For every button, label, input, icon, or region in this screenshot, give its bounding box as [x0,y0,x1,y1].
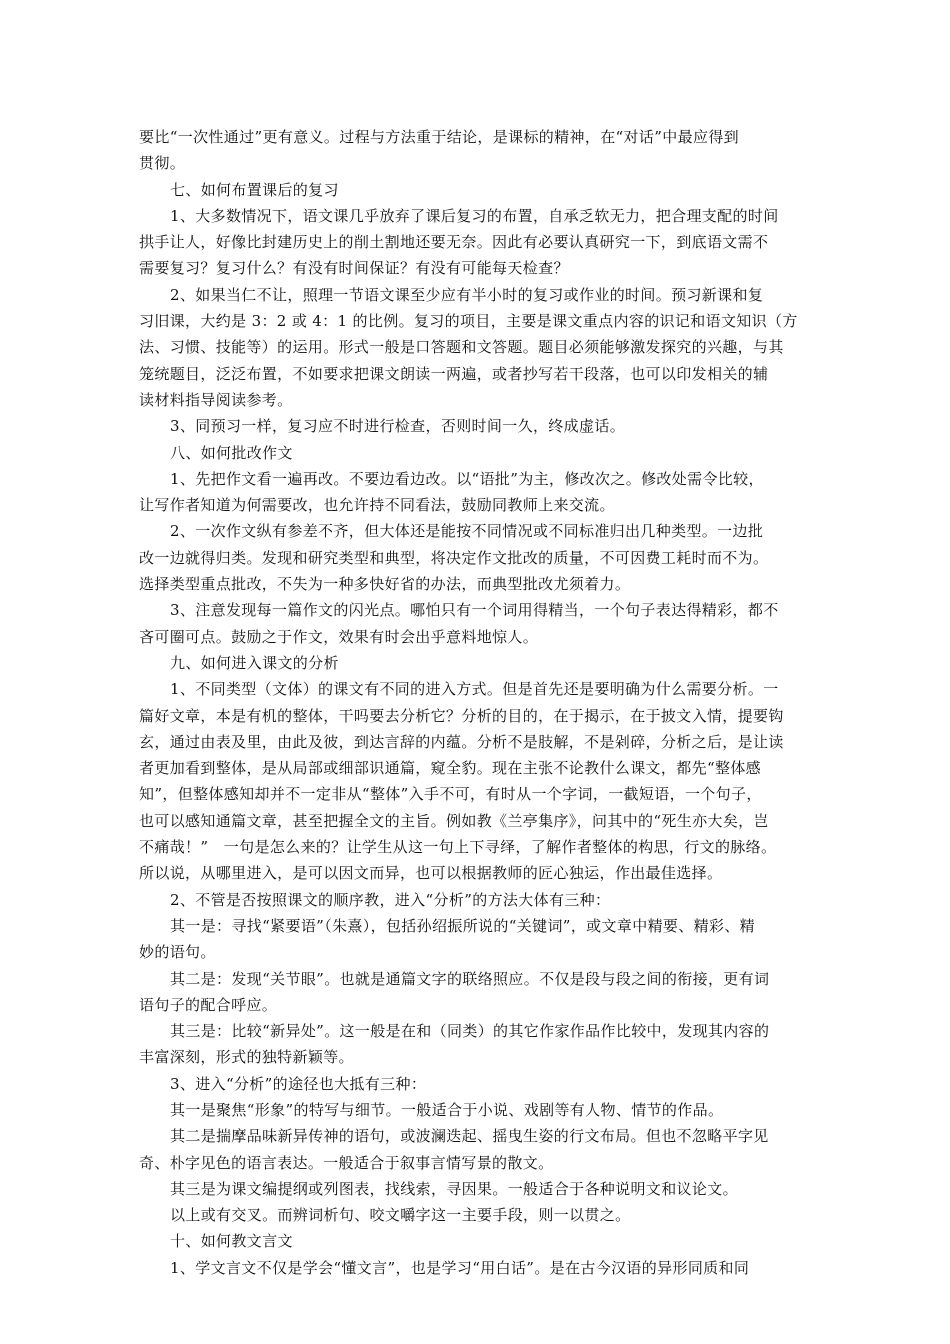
text-line: 要比“一次性通过”更有意义。过程与方法重于结论，是课标的精神，在“对话”中最应得到 [139,128,740,146]
text-line: 其二是揣摩品味新异传神的语句，或波澜迭起、摇曳生姿的行文布局。但也不忽略平字见 [170,1127,769,1146]
text-line: 语句子的配合呼应。 [139,995,278,1014]
text-line: 2、一次作文纵有参差不齐，但大体还是能按不同情况或不同标准归出几种类型。一边批 [170,522,764,541]
text-line: 贯彻。 [139,154,186,173]
text-line: 法、习惯、技能等）的运用。形式一般是口答题和文答题。题目必须能够激发探究的兴趣，与其 [139,338,784,357]
text-line: 不痛哉！” 一句是怎么来的？让学生从这一句上下寻绎，了解作者整体的构思，行文的脉络。 [139,838,777,857]
text-line: 让写作者知道为何需要改，也允许持不同看法，鼓励同教师上来交流。 [139,496,615,515]
text-line: 选择类型重点批改，不失为一种多快好省的办法，而典型批改尤须着力。 [139,575,631,594]
text-line: 奇、朴字见色的语言表达。一般适合于叙事言情写景的散文。 [139,1153,554,1172]
text-line: 3、注意发现每一篇作文的闪光点。哪怕只有一个词用得精当，一个句子表达得精彩，都不 [170,601,779,620]
text-line: 2、如果当仁不让，照理一节语文课至少应有半小时的复习或作业的时间。预习新课和复 [170,285,764,304]
text-line: 读材料指导阅读参考。 [139,390,293,409]
text-line: 其二是：发现“关节眼”。也就是通篇文字的联络照应。不仅是段与段之间的衔接，更有词 [170,969,770,988]
text-line: 2、不管是否按照课文的顺序教，进入“分析”的方法大体有三种： [170,890,611,909]
text-line: 习旧课，大约是 3：2 或 4：1 的比例。复习的项目，主要是课文重点内容的识记和语文知识（方 [139,312,798,331]
text-line: 其一是聚焦“形象”的特写与细节。一般适合于小说、戏剧等有人物、情节的作品。 [170,1100,724,1119]
text-line: 玄，通过由表及里，由此及彼，到达言辞的内蕴。分析不是肢解，不是剁碎，分析之后，是让读 [139,732,784,751]
text-line: 以上或有交叉。而辨词析句、咬文嚼字这一主要手段，则一以贯之。 [170,1206,631,1225]
text-line: 笼统题目，泛泛布置，不如要求把课文朗读一两遍，或者抄写若干段落，也可以印发相关的辅 [139,364,769,383]
text-line: 篇好文章，本是有机的整体，干吗要去分析它？分析的目的，在于揭示，在于披文入情，提要钩 [139,706,784,725]
text-line: 3、进入“分析”的途径也大抵有三种： [170,1074,427,1093]
text-line: 1、不同类型（文体）的课文有不同的进入方式。但是首先还是要明确为什么需要分析。一 [170,680,779,699]
text-line: 所以说，从哪里进入，是可以因文而异，也可以根据教师的匠心独运，作出最佳选择。 [139,864,723,883]
text-line: 3、同预习一样，复习应不时进行检查，否则时间一久，终成虚话。 [170,417,626,436]
text-line: 者更加看到整体，是从局部或细部识通篇，窥全豹。现在主张不论教什么课文，都先“整体感 [139,759,762,778]
text-line: 其一是：寻找“紧要语”（朱熹），包括孙绍振所说的“关键词”，或文章中精要、精彩、精 [170,916,756,935]
text-line: 需要复习？复习什么？有没有时间保证？有没有可能每天检查？ [139,259,569,278]
document-page [139,124,813,1281]
text-line: 其三是：比较“新异处”。这一般是在和（同类）的其它作家作品作比较中，发现其内容的 [170,1022,770,1041]
text-line: 知”，但整体感知却并不一定非从“整体”入手不可，有时从一个字词，一截短语，一个句子， [139,785,762,804]
text-line: 十、如何教文言文 [170,1232,293,1251]
text-line: 1、大多数情况下，语文课几乎放弃了课后复习的布置，自承乏软无力，把合理支配的时间 [170,206,779,225]
text-line: 吝可圈可点。鼓励之于作文，效果有时会出乎意料地惊人。 [139,627,539,646]
text-line: 1、先把作文看一遍再改。不要边看边改。以“语批”为主，修改次之。修改处需令比较， [170,469,764,488]
text-line: 九、如何进入课文的分析 [170,653,339,672]
text-line: 拱手让人，好像比封建历史上的削土割地还要无奈。因此有必要认真研究一下，到底语文需不 [139,233,769,252]
text-line: 丰富深刻，形式的独特新颖等。 [139,1048,354,1067]
text-line: 也可以感知通篇文章，甚至把握全文的主旨。例如教《兰亭集序》，问其中的“死生亦大矣，岂 [139,811,769,830]
text-line: 七、如何布置课后的复习 [170,180,339,199]
text-line: 改一边就得归类。发现和研究类型和典型，将决定作文批改的质量，不可因费工耗时而不为。 [139,548,769,567]
text-line: 1、学文言文不仅是学会“懂文言”，也是学习“用白话”。是在古今汉语的异形同质和同 [170,1258,750,1277]
text-line: 妙的语句。 [139,943,216,962]
text-line: 八、如何批改作文 [170,443,293,462]
text-line: 其三是为课文编提纲或列图表，找线索，寻因果。一般适合于各种说明文和议论文。 [170,1179,738,1198]
